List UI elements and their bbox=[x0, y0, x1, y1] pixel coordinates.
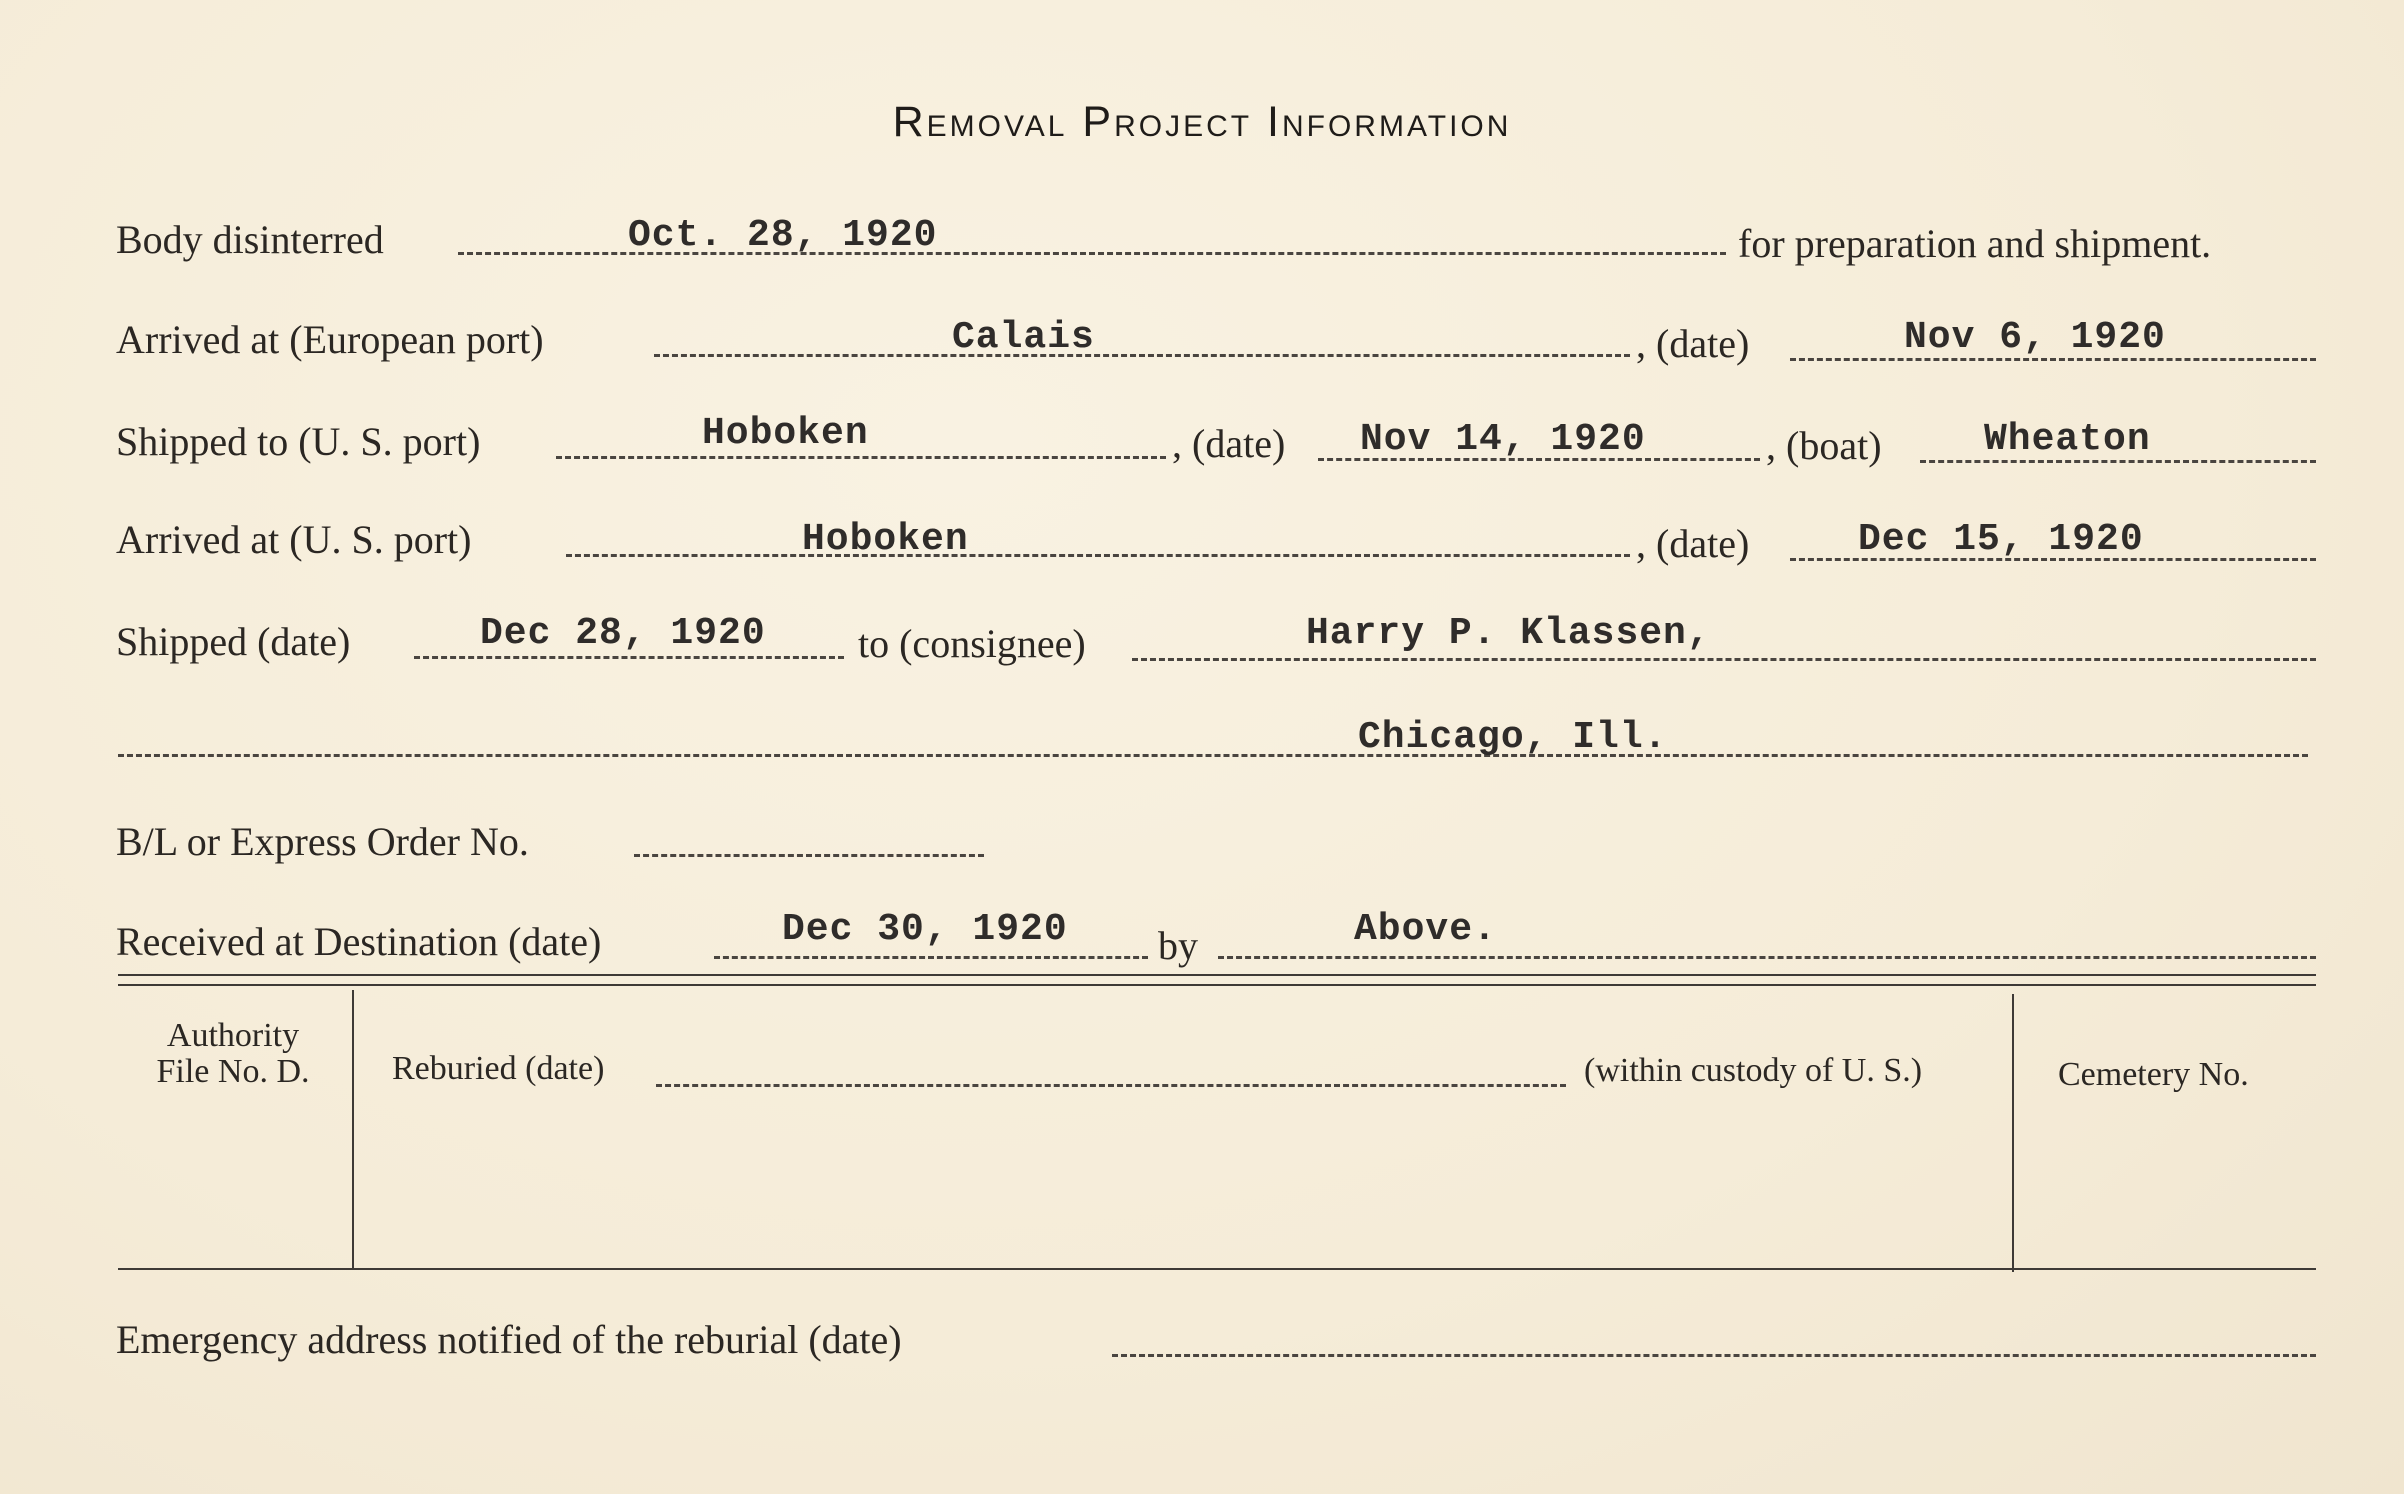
bl-express-order-line bbox=[634, 854, 984, 857]
consignee-name: Harry P. Klassen, bbox=[1306, 612, 1711, 655]
emergency-address-label: Emergency address notified of the reburial (date) bbox=[116, 1317, 902, 1362]
arrived-us-port-label: Arrived at (U. S. port) bbox=[116, 517, 472, 562]
shipped-us-date-value: Nov 14, 1920 bbox=[1360, 418, 1646, 461]
reburied-date-line bbox=[656, 1084, 1566, 1087]
preparation-shipment-text: for preparation and shipment. bbox=[1738, 221, 2212, 266]
by-label: by bbox=[1158, 923, 1198, 968]
arrived-us-port-line bbox=[566, 554, 1630, 557]
consignee-label: to (consignee) bbox=[858, 621, 1086, 666]
authority-file-label bbox=[120, 1018, 346, 1090]
consignee-line bbox=[1132, 658, 2316, 661]
table-top-rule-second bbox=[118, 984, 2316, 986]
arrived-us-date-value: Dec 15, 1920 bbox=[1858, 518, 2144, 561]
received-destination-label: Received at Destination (date) bbox=[116, 919, 602, 964]
received-destination-date: Dec 30, 1920 bbox=[782, 908, 1068, 951]
bl-express-order-label: B/L or Express Order No. bbox=[116, 819, 529, 864]
shipped-date-line bbox=[414, 656, 844, 659]
shipped-us-port-value: Hoboken bbox=[702, 412, 869, 455]
table-divider-left bbox=[352, 990, 354, 1268]
consignee-address-line bbox=[118, 754, 2308, 757]
table-top-rule bbox=[118, 974, 2316, 976]
shipped-us-port-line bbox=[556, 456, 1166, 459]
file-no-label: File No. D. bbox=[156, 1053, 310, 1090]
emergency-address-line bbox=[1112, 1354, 2316, 1357]
shipped-us-date-label: , (date) bbox=[1172, 421, 1286, 466]
shipped-date-label: Shipped (date) bbox=[116, 619, 351, 664]
arrived-european-port-value: Calais bbox=[952, 316, 1095, 359]
arrived-european-date-value: Nov 6, 1920 bbox=[1904, 316, 2166, 359]
reburied-date-label: Reburied (date) bbox=[392, 1050, 605, 1087]
received-destination-line bbox=[714, 956, 1148, 959]
boat-value: Wheaton bbox=[1984, 418, 2151, 461]
custody-label: (within custody of U. S.) bbox=[1584, 1052, 1923, 1089]
by-value: Above. bbox=[1354, 908, 1497, 951]
table-divider-right bbox=[2012, 994, 2014, 1272]
arrived-us-port-value: Hoboken bbox=[802, 518, 969, 561]
table-bottom-rule bbox=[118, 1268, 2316, 1270]
arrived-european-port-line bbox=[654, 354, 1630, 357]
arrived-european-date-label: , (date) bbox=[1636, 321, 1750, 366]
shipped-date-value: Dec 28, 1920 bbox=[480, 612, 766, 655]
body-disinterred-label: Body disinterred bbox=[116, 217, 384, 262]
page-title: Removal Project Information bbox=[892, 98, 1512, 146]
authority-label: Authority bbox=[166, 1017, 300, 1054]
cemetery-no-label: Cemetery No. bbox=[2058, 1056, 2249, 1093]
body-disinterred-value: Oct. 28, 1920 bbox=[628, 214, 938, 257]
by-line bbox=[1218, 956, 2316, 959]
boat-label: , (boat) bbox=[1766, 423, 1882, 468]
arrived-european-port-label: Arrived at (European port) bbox=[116, 317, 544, 362]
consignee-address: Chicago, Ill. bbox=[1358, 716, 1668, 759]
arrived-us-date-label: , (date) bbox=[1636, 521, 1750, 566]
shipped-us-port-label: Shipped to (U. S. port) bbox=[116, 419, 481, 464]
